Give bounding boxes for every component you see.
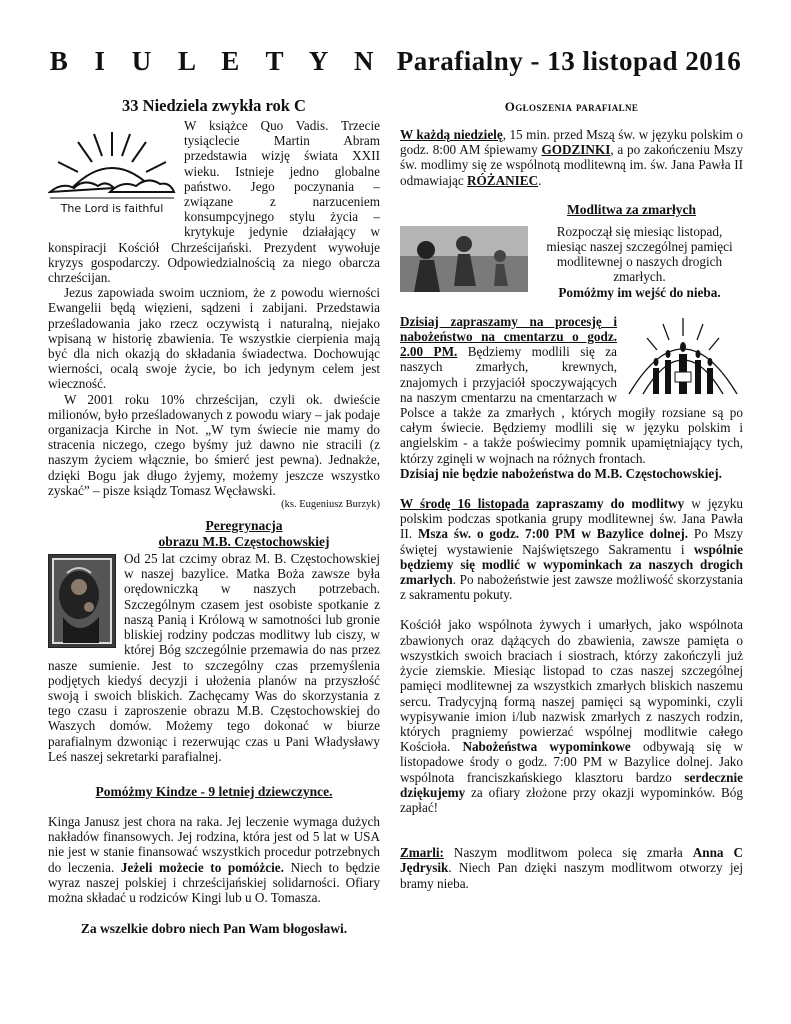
wednesday-bold-1: zapraszamy do modlitwy [529,496,685,512]
church-remembrance-text [400,617,743,815]
madonna-icon [48,554,116,648]
title-spaced: B I U L E T Y N [49,46,384,76]
prayer-bold: Pomóżmy im wejść do nieba. [558,284,721,300]
sunday-paragraph-1: W książce Quo Vadis. Trzecie tysiąclecie Martin Abram przedstawia wizję świata XXII wieku. Istnieje jedno globalne państwo. Jego poczynania – związane z narzuceniem konsumpcyjnego stylu życia – krytykuje jedynie działający w konspiracji Kościół Chrześcijański. Prezydent wywołuje kryzys gospodarczy. Odpowiedzialnością za niego obarcza chrześcijan. [48,118,380,286]
right-column [400,96,743,891]
rozaniec: RÓŻANIEC [467,172,539,188]
walking-people-photo [400,226,528,292]
wednesday-text-3: . Po nabożeństwie jest zawsze możliwość skorzystania z sakramentu pokuty. [400,572,743,603]
left-column [48,96,380,937]
sunrise-icon [48,126,176,224]
sunday-title: 33 Niedziela zwykła rok C [122,96,306,115]
wednesday-lead: W środę 16 listopada [400,496,530,512]
sunday-end: . [538,172,542,188]
procession-body: Będziemy modlili się za naszych zmarłych, krewnych, znajomych i przyjaciół spoczywających na naszym cmentarzu na cmentarzach w Polsce a także za zmarłych , których mogiły rozsiane są po całym świecie. Będziemy modlili się w języku polskim i angielskim - a także poświecimy pomnik upamiętniający tych, którzy zginęli w wojnach na różnych frontach. [400,344,743,466]
title-rest: Parafialny - 13 listopad 2016 [396,46,742,76]
deceased-lead: Zmarli: [400,845,444,861]
kinga-bold: Jeżeli możecie to pomóżcie. [120,859,284,875]
wednesday-bold-3: wspólnie będziemy się modlić w wypominkach za naszych drogich zmarłych [400,541,743,588]
church-bold-2: serdecznie dziękujemy [400,769,743,800]
church-bold-1: Nabożeństwa wypominkowe [462,739,631,755]
wednesday-text [400,496,743,602]
church-text-1: Kościół jako wspólnota żywych i umarłych, jako wspólnota zbawionych oraz dążących do zbawienia, zawsze pamięta o wszystkich swoich braciach i siostrach, którzy zakończyli już życie ziemskie. Miesiąc listopad to czas naszej szczególnej pamięci modlitewnej za wszystkich zmarłych bliskich naszemu sercu. Tradycyjną formą naszej pamięci są wypominki, czyli wypisywanie imion i/lub nazwisk zmarłych z naszych rodzin, których pragniemy powierzać wspólnej modlitwie całego Kościoła. [400,617,743,755]
candles-icon [623,314,743,398]
pilgrimage-title-line-1: Peregrynacja [205,518,283,534]
bulletin-title [0,46,791,77]
church-text-2: odbywają się w listopadowe środy o godz. 7:00 PM w Bazylice dolnej. Jako wspólnota franciszkańskiego klasztoru bardzo [400,739,743,785]
sunday-text-2: , a po zakończeniu Mszy św. modlimy się ze wspólnotą modlitewną im. św. Jana Pawła II odmawiając [400,142,743,188]
deceased-text [400,845,743,891]
kinga-title: Pomóżmy Kindze - 9 letniej dziewczynce. [95,783,333,799]
svg-text:The Lord is faithful: The Lord is faithful [60,202,164,215]
sunday-paragraph-3: W 2001 roku 10% chrześcijan, czyli ok. dwieście milionów, było prześladowanych z powodu wiary – jak podaje organizacja Kirche in Not. „W tym świecie nie mamy do stracenia niczego, czego byśmy już dawno nie stracili (z naszym życiem włącznie, bo śmierć jest pewna). Jednakże, dzięki Bogu jak długo żyjemy, możemy jeszcze wszystko zyskać” – pisze ksiądz Tomasz Węcławski. [48,391,380,498]
closing-blessing: Za wszelkie dobro niech Pan Wam błogosławi. [80,921,348,937]
announcements-title-text: Ogłoszenia parafialne [504,99,639,114]
announcements-title [400,96,743,119]
pilgrimage-text: Od 25 lat czcimy obraz M. B. Częstochowskiej w naszej bazylice. Matka Boża zawsze była orędowniczką w naszych potrzebach. Szczególnym czasem jest osobiste spotkanie z naszą Panią i Królową w samotności lub gronie bliskiej rodziny podczas modlitwy lub ciszy, w której Bóg szczególnie przemawia do nas przez nasze sumienie. Jest to szczególny czas przemyślenia podjętych kiedyś decyzji i ułożenia planów na przyszłość swoją i swoich bliskich. Zachęcamy Was do skorzystania z tego czasu i zaproszenie obrazu M.B. Częstochowskiej do Waszych domów. Możemy tego dokonać w biurze parafialnym dzwoniąc i rezerwując czas u Pani Władysławy Leś naszej sekretarki parafialnej. [48,551,380,764]
sunday-paragraph-2: Jezus zapowiada swoim uczniom, że z powodu wierności Ewangelii będą więzieni, sądzeni i zabijani. Przedstawia prześladowania jako rzecz oczywistą i naturalną, niejako wpisaną w historię zbawienia. Te wszystkie cierpienia mają być dla nich okazją do składania świadectwa. Dochowując wierności, ocalą swoje życie, bo ich jedynym celem jest wieczność. [48,285,380,392]
signature: (ks. Eugeniusz Burzyk) [281,499,380,511]
deceased-name: Anna C Jędrysik [400,845,743,876]
prayer-text: Rozpoczął się miesiąc listopad, miesiąc naszej szczególnej pamięci modlitewnej o naszych drogich zmarłych. [546,223,733,285]
procession-note: Dzisiaj nie będzie nabożeństwa do M.B. Częstochowskiej. [400,465,722,481]
godzinki: GODZINKI [541,142,611,158]
announcement-sunday [400,127,743,188]
sunday-lead: W każdą niedzielę [400,127,503,142]
deceased-text-1: Naszym modlitwom poleca się zmarła [443,845,693,861]
prayer-title: Modlitwa za zmarłych [567,201,696,217]
sunrise-clipart [48,126,176,224]
kinga-text-1: Kinga Janusz jest chora na raka. Jej leczenie wymaga dużych nakładów finansowych. Jej rodzina, która jest od 5 lat w USA nie jest w stanie finansować wszystkich procedur potrzebnych do leczenia. [48,813,380,875]
church-text-3: za ofiary złożone przy okazji wypominków. Bóg zapłać! [400,784,743,815]
deceased-text-2: . Niech Pan dzięki naszym modlitwom otworzy jej bramy nieba. [400,860,743,891]
wednesday-text-1: w języku polskim podczas spotkania grupy modlitewnej św. Jana Pawła II. [400,496,743,542]
pilgrimage-title-line-2: obrazu M.B. Częstochowskiej [158,534,330,550]
wednesday-text-2: Po Mszy świętej wystawienie Najświętszego Sakramentu i [400,526,743,557]
procession-lead: Dzisiaj zapraszamy na procesję i nabożeństwo na cmentarzu o godz. 2.00 PM. [400,313,617,360]
kinga-text-2: Niech to będzie wyraz naszej polskiej i chrześcijańskiej solidarności. Ofiary można składać u rodziców Kingi lub u O. Tomasza. [48,859,380,905]
sunday-text-1: , 15 min. przed Mszą św. w języku polskim o godz. 8:00 AM śpiewamy [400,127,743,158]
kinga-text [48,814,380,905]
wednesday-bold-2: Msza św. o godz. 7:00 PM w Bazylice dolnej. [417,526,689,542]
pilgrimage-title [48,518,380,550]
